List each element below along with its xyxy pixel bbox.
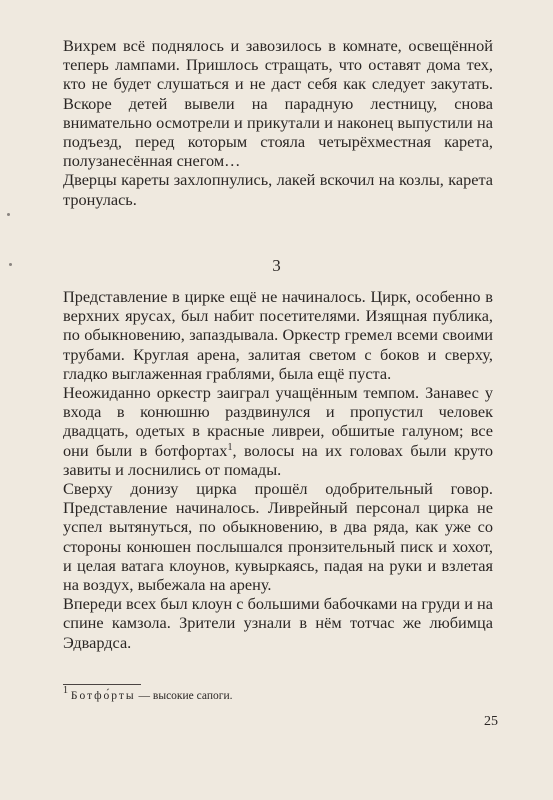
paragraph: Дверцы кареты захлопнулись, лакей вскочил на козлы, карета тронулась.	[63, 170, 493, 209]
page-number: 25	[484, 714, 498, 729]
paragraph: Вихрем всё поднялось и завозилось в комнате, освещённой теперь лампами. Пришлось стращать, что оставят дома тех, кто не будет слушаться и не даст себя как следует закутать. Вскоре детей вывели на парадную лестницу, снова внимательно осмотрели и прикутали и наконец выпустили на подъезд, перед которым стояла четырёхместная карета, полузанесённая снегом…	[63, 36, 493, 171]
footnote	[63, 685, 493, 703]
paragraph: Представление в цирке ещё не начиналось. Цирк, особенно в верхних ярусах, был набит посетителями. Изящная публика, по обыкновению, запаздывала. Оркестр гремел всеми своими трубами. Круглая арена, залитая светом с боков и сверху, гладко выглаженная граблями, была ещё пуста.	[63, 287, 493, 383]
paragraph-with-footnote	[63, 383, 493, 479]
paragraph: Впереди всех был клоун с большими бабочками на груди и на спине камзола. Зрители узнали в нём тотчас же любимца Эдвардса.	[63, 594, 493, 652]
footnote-marker: 1	[63, 685, 68, 696]
main-text-block	[63, 287, 493, 652]
footnote-divider	[63, 684, 141, 685]
section-number: 3	[272, 256, 281, 275]
paragraph-text: , волосы на их головах были круто завиты и лоснились от помады.	[63, 440, 493, 479]
paragraph: Сверху донизу цирка прошёл одобрительный говор. Представление начиналось. Ливрейный персонал цирка не успел вытянуться, по обыкновению, в два ряда, как уже со стороны конюшен послышался пронзительный писк и хохот, и целая ватага клоунов, кувыркаясь, падая на руки и взлетая на воздух, выбежала на арену.	[63, 479, 493, 595]
paper-speck	[7, 213, 10, 216]
paragraph-text: Неожиданно оркестр заиграл учащённым темпом. Занавес у входа в конюшню раздвинулся и пропустил человек двадцать, одетых в красные ливреи, обшитые галуном; все они были в ботфортах	[63, 383, 493, 460]
footnote-reference: 1	[227, 441, 233, 453]
footnote-definition: — высокие сапоги.	[135, 690, 233, 702]
top-text-block	[63, 36, 493, 209]
footnote-term: Ботфо́рты	[70, 690, 136, 702]
